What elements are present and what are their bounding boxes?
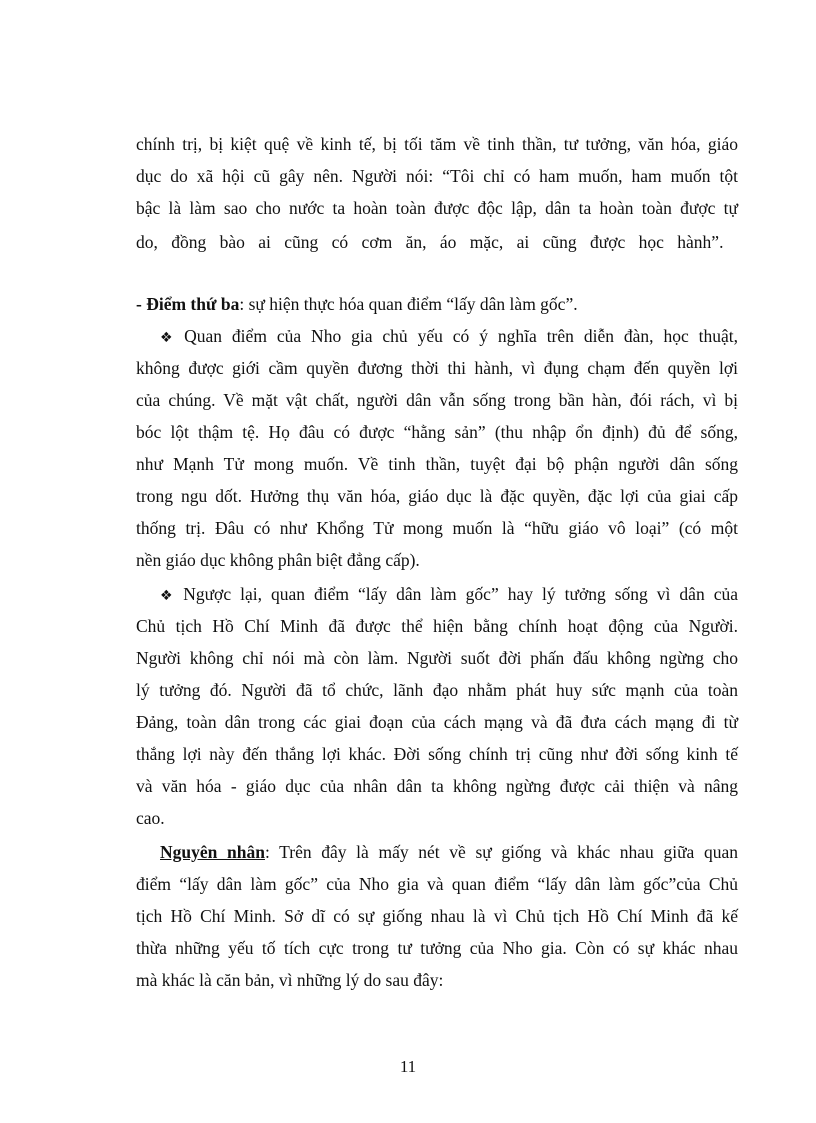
reason-label: Nguyên nhân bbox=[160, 842, 265, 862]
paragraph-line: Người không chỉ nói mà còn làm. Người suốt đời phấn đấu không ngừng cho bbox=[136, 648, 738, 668]
paragraph-line: Đảng, toàn dân trong các giai đoạn của cách mạng và đã đưa cách mạng đi từ bbox=[136, 712, 738, 732]
paragraph-line: Chủ tịch Hồ Chí Minh đã được thể hiện bằng chính hoạt động của Người. bbox=[136, 616, 738, 636]
paragraph-line: mà khác là căn bản, vì những lý do sau đây: bbox=[136, 970, 444, 990]
heading-label: - Điểm thứ ba bbox=[136, 294, 240, 314]
paragraph-line: tịch Hồ Chí Minh. Sở dĩ có sự giống nhau là vì Chủ tịch Hồ Chí Minh đã kế bbox=[136, 906, 738, 926]
paragraph-line: bậc là làm sao cho nước ta hoàn toàn được độc lập, dân ta hoàn toàn được tự bbox=[136, 198, 738, 218]
paragraph-line: và văn hóa - giáo dục của nhân dân ta không ngừng được cải thiện và nâng bbox=[136, 776, 738, 796]
paragraph-line: chính trị, bị kiệt quệ về kinh tế, bị tối tăm về tinh thần, tư tưởng, văn hóa, giáo bbox=[136, 134, 738, 154]
section-heading bbox=[136, 294, 738, 314]
page-number: 11 bbox=[399, 1057, 417, 1076]
reason-line bbox=[160, 842, 738, 862]
paragraph-line: điểm “lấy dân làm gốc” của Nho gia và quan điểm “lấy dân làm gốc”của Chủ bbox=[136, 874, 738, 894]
paragraph-line: không được giới cầm quyền đương thời thi hành, vì đụng chạm đến quyền lợi bbox=[136, 358, 738, 378]
bullet-text: Quan điểm của Nho gia chủ yếu có ý nghĩa trên diễn đàn, học thuật, bbox=[184, 326, 738, 346]
paragraph-line: của chúng. Về mặt vật chất, người dân vẫn sống trong bần hàn, đói rách, vì bị bbox=[136, 390, 738, 410]
paragraph-line: bóc lột thậm tệ. Họ đâu có được “hằng sản” (thu nhập ổn định) đủ để sống, bbox=[136, 422, 738, 442]
paragraph-line: lý tưởng đó. Người đã tổ chức, lãnh đạo nhằm phát huy sức mạnh của toàn bbox=[136, 680, 738, 700]
reason-text: : Trên đây là mấy nét về sự giống và khác nhau giữa quan bbox=[264, 842, 738, 862]
paragraph-line: thắng lợi này đến thắng lợi khác. Đời sống chính trị cũng như đời sống kinh tế bbox=[136, 744, 738, 764]
paragraph-line: do, đồng bào ai cũng có cơm ăn, áo mặc, ai cũng được học hành”. bbox=[136, 232, 724, 252]
diamond-bullet-icon: ❖ bbox=[160, 588, 178, 604]
heading-text: : sự hiện thực hóa quan điểm “lấy dân làm gốc”. bbox=[239, 294, 578, 314]
paragraph-line: như Mạnh Tử mong muốn. Về tinh thần, tuyệt đại bộ phận người dân sống bbox=[136, 454, 738, 474]
bullet-text: Ngược lại, quan điểm “lấy dân làm gốc” hay lý tưởng sống vì dân của bbox=[183, 584, 738, 604]
paragraph-line: thừa những yếu tố tích cực trong tư tưởng của Nho gia. Còn có sự khác nhau bbox=[136, 938, 738, 958]
paragraph-line: cao. bbox=[136, 808, 165, 828]
paragraph-line: trong ngu dốt. Hưởng thụ văn hóa, giáo dục là đặc quyền, đặc lợi của giai cấp bbox=[136, 486, 738, 506]
paragraph-line: nền giáo dục không phân biệt đẳng cấp). bbox=[136, 550, 420, 570]
paragraph-line: dục do xã hội cũ gây nên. Người nói: “Tôi chỉ có ham muốn, ham muốn tột bbox=[136, 166, 738, 186]
paragraph-line: thống trị. Đâu có như Khổng Tử mong muốn là “hữu giáo vô loại” (có một bbox=[136, 518, 738, 538]
diamond-bullet-icon: ❖ bbox=[160, 330, 179, 346]
bullet-line bbox=[160, 584, 738, 606]
bullet-line bbox=[160, 326, 738, 348]
